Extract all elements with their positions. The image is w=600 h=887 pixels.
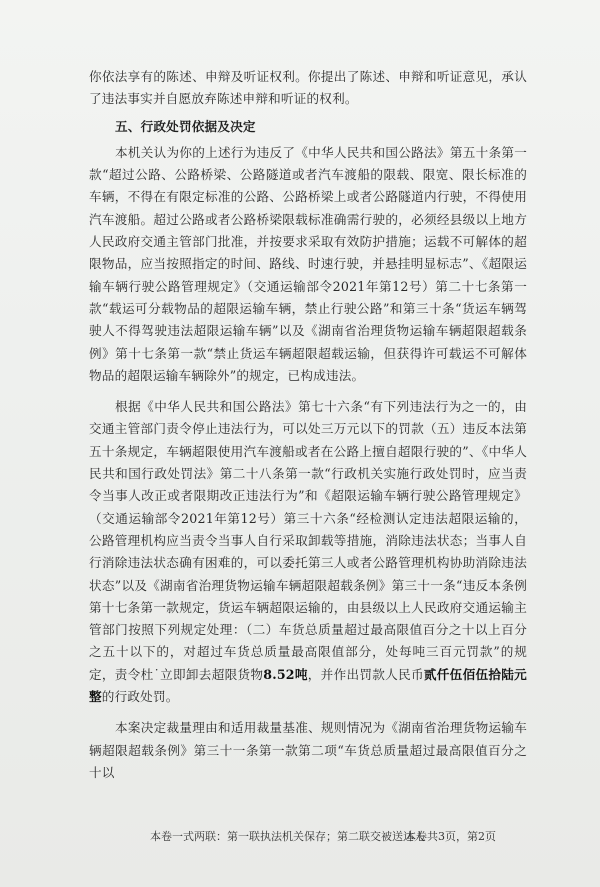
section-heading: 五、行政处罚依据及决定 <box>115 118 256 134</box>
paragraph-violation: 本机关认为你的上述行为违反了《中华人民共和国公路法》第五十条第一款“超过公路、公路桥梁、公路隧道或者汽车渡船的限载、限宽、限长标准的车辆，不得在有限定标准的公路、公路桥梁上或者公路隧道内行驶，不得使用汽车渡船。超过公路或者公路桥梁限载标准确需行驶的，必须经县级以上地方人民政府交通主管部门批准，并按要求采取有效防护措施；运载不可解体的超限物品，应当按照指定的时间、路线、时速行驶，并悬挂明显标志”、《超限运输车辆行驶公路管理规定》（交通运输部令2021年第12号）第二十七条第一款“载运可分载物品的超限运输车辆，禁止行驶公路”和第三十条“货运车辆驾驶人不得驾驶违法超限运输车辆”以及《湖南省治理货物运输车辆超限超载条例》第十七条第一款“禁止货运车辆超限超载运输，但获得许可载运不可解体物品的超限运输车辆除外”的规定，已构成违法。 <box>89 144 527 383</box>
overload-tonnage: 8.52吨 <box>263 666 308 682</box>
document-body <box>89 66 527 784</box>
paragraph-discretion: 本案决定裁量理由和适用裁量基准、规则情况为《湖南省治理货物运输车辆超限超载条例》第三十一条第一款第二项“车货总质量超过最高限值百分之十以 <box>89 720 527 780</box>
footer-copies-note: 本卷一式两联：第一联执法机关保存；第二联交被送达人 <box>150 830 425 843</box>
fine-amount: 贰仟伍佰伍拾陆元整 <box>89 666 527 705</box>
penalty-basis-text-3: 的行政处罚。 <box>101 689 179 705</box>
penalty-basis-text: 根据《中华人民共和国公路法》第七十六条“有下列违法行为之一的，由交通主管部门责令停止违法行为，可以处三万元以下的罚款（五）违反本法第五十条规定，车辆超限使用汽车渡船或者在公路上擅自超限行驶的”、《中华人民共和国行政处罚法》第二十八条第一款“行政机关实施行政处罚时，应当责令当事人改正或者限期改正违法行为”和《超限运输车辆行驶公路管理规定》（交通运输部令2021年第12号）第三十六条“经检测认定违法超限运输的，公路管理机构应当责令当事人自行采取卸载等措施，消除违法状态；当事人自行消除违法状态确有困难的，可以委托第三人或者公路管理机构协助消除违法状态”以及《湖南省治理货物运输车辆超限超载条例》第三十一条“违反本条例第十七条第一款规定，货运车辆超限运输的，由县级以上人民政府交通运输主管部门按照下列规定处理：（二）车货总质量超过最高限值百分之十以上百分之五十以下的，对超过车货总质量最高限值部分，处每吨三百元罚款”的规定，责令杜˙立即卸去超限货物 <box>89 399 527 682</box>
penalty-basis-text-2: ，并作出罚款人民币 <box>307 666 424 682</box>
footer-page-number: 本卷共3页，第2页 <box>405 830 496 843</box>
paragraph-penalty-basis <box>89 396 527 708</box>
paragraph-rights: 你依法享有的陈述、申辩及听证权利。你提出了陈述、申辩和听证意见，承认了违法事实并自愿放弃陈述申辩和听证的权利。 <box>89 69 527 107</box>
